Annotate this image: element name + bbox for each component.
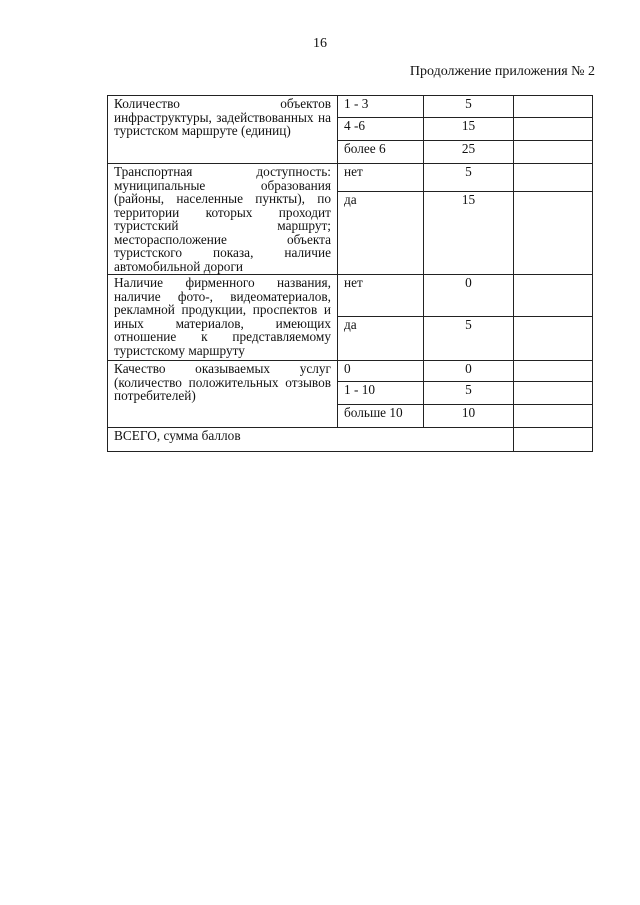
scoring-table: [107, 95, 593, 452]
option-value: 1 - 3: [338, 96, 424, 118]
option-points: 5: [424, 317, 514, 361]
option-points: 15: [424, 192, 514, 275]
table-row: [108, 361, 593, 382]
score-cell: [514, 192, 593, 275]
page-number: 16: [313, 36, 327, 51]
score-cell: [514, 141, 593, 164]
score-cell: [514, 96, 593, 118]
option-value: 4 -6: [338, 118, 424, 141]
option-value: да: [338, 317, 424, 361]
option-value: больше 10: [338, 405, 424, 428]
score-cell: [514, 382, 593, 405]
table-row: [108, 275, 593, 317]
option-value: 0: [338, 361, 424, 382]
option-points: 5: [424, 164, 514, 192]
option-points: 15: [424, 118, 514, 141]
criterion-name: Количество объектов инфраструктуры, задействованных на туристском маршруте (единиц): [108, 96, 338, 164]
option-points: 0: [424, 275, 514, 317]
criterion-name: Качество оказываемых услуг (количество положительных отзывов потребителей): [108, 361, 338, 428]
option-value: 1 - 10: [338, 382, 424, 405]
table-row: [108, 96, 593, 118]
option-points: 0: [424, 361, 514, 382]
total-row: [108, 428, 593, 452]
option-points: 5: [424, 382, 514, 405]
score-cell: [514, 317, 593, 361]
total-label: ВСЕГО, сумма баллов: [108, 428, 514, 452]
table-row: [108, 164, 593, 192]
option-points: 10: [424, 405, 514, 428]
option-value: да: [338, 192, 424, 275]
option-value: нет: [338, 164, 424, 192]
continuation-heading: Продолжение приложения № 2: [409, 64, 595, 79]
score-cell: [514, 361, 593, 382]
criterion-name: Наличие фирменного названия, наличие фото-, видеоматериалов, рекламной продукции, проспектов и иных материалов, имеющих отношение к представляемому туристскому маршруту: [108, 275, 338, 361]
score-cell: [514, 164, 593, 192]
score-cell: [514, 405, 593, 428]
total-score-cell: [514, 428, 593, 452]
criterion-name: Транспортная доступность: муниципальные образования (районы, населенные пункты), по территории которых проходит туристский маршрут; месторасположение объекта туристского показа, наличие автомобильной дороги: [108, 164, 338, 275]
option-points: 5: [424, 96, 514, 118]
score-cell: [514, 275, 593, 317]
score-cell: [514, 118, 593, 141]
option-value: нет: [338, 275, 424, 317]
option-points: 25: [424, 141, 514, 164]
option-value: более 6: [338, 141, 424, 164]
